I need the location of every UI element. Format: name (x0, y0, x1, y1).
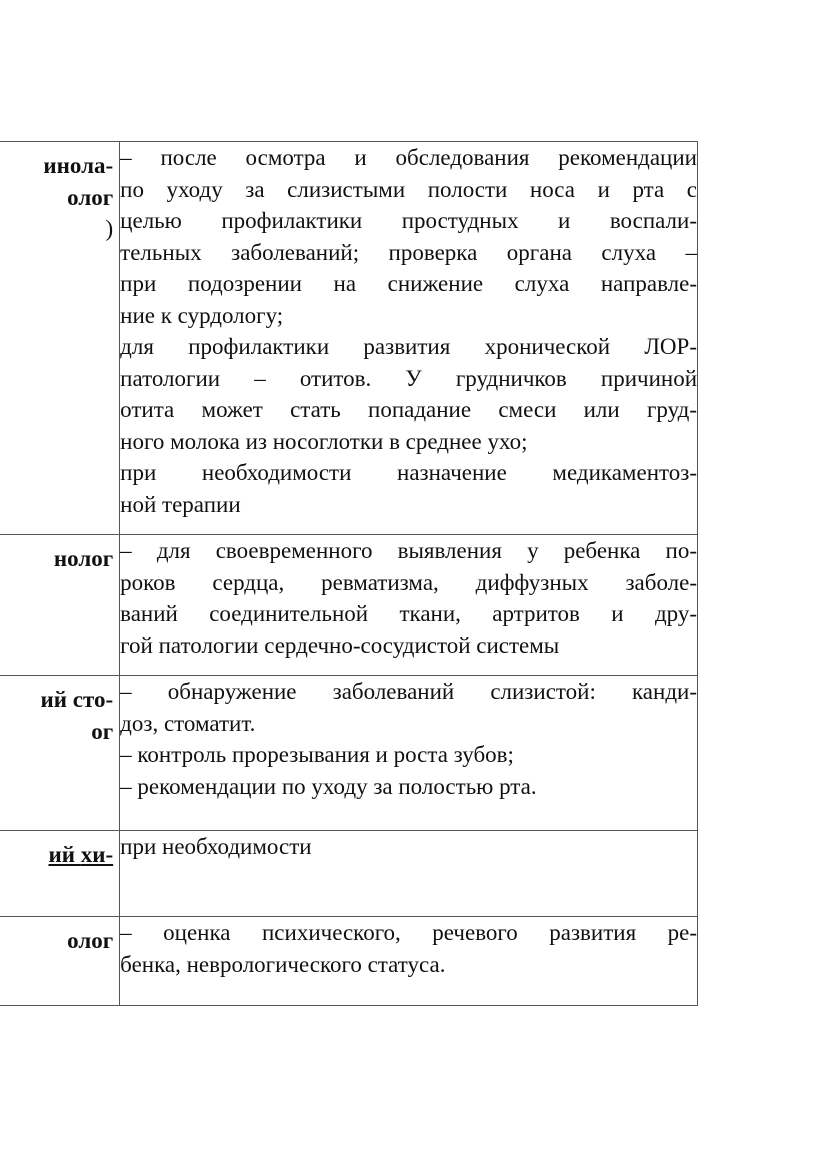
description-line: отита может стать попадание смеси или груд- (120, 397, 697, 422)
description-line: при необходимости (120, 834, 312, 859)
specialist-name-line: олог (67, 928, 114, 953)
description-cell (120, 831, 698, 917)
specialist-name-part: хи- (80, 842, 114, 867)
description-line: роков сердца, ревматизма, диффузных заболе- (120, 569, 697, 595)
specialist-name-line: инола- (43, 153, 114, 178)
description-cell (120, 535, 698, 676)
table-row (0, 676, 698, 831)
description-line: при подозрении на снижение слуха направле- (120, 271, 697, 296)
specialist-cell (0, 142, 120, 535)
description-line: при необходимости назначение медикаментоз- (120, 460, 697, 485)
specialist-name-line: ) (105, 216, 114, 241)
description-line: – оценка психического, речевого развития ре- (120, 920, 697, 945)
specialist-name-part: ий (40, 687, 68, 712)
description-cell (120, 676, 698, 831)
description-line: – после осмотра и обследования рекомендации (120, 145, 697, 170)
description-line: – контроль прорезывания и роста зубов; (120, 742, 514, 767)
description-cell (120, 917, 698, 1006)
specialist-name-line: нолог (53, 546, 114, 571)
description-line: – для своевременного выявления у ребенка по- (120, 538, 697, 563)
specialist-name-line (0, 839, 113, 871)
description-line: бенка, неврологического статуса. (120, 951, 446, 977)
specialist-name-part: сто- (72, 687, 114, 712)
description-line: гой патологии сердечно-сосудистой системы (120, 632, 560, 658)
specialist-cell (0, 831, 120, 917)
specialist-cell (0, 535, 120, 676)
table-row (0, 142, 698, 535)
specialist-name-line: ог (91, 718, 114, 744)
specialist-cell (0, 676, 120, 831)
description-line: ваний соединительной ткани, артритов и дру- (120, 601, 697, 626)
description-line: – обнаружение заболеваний слизистой: канди- (120, 679, 697, 704)
specialist-cell (0, 917, 120, 1006)
specialist-name-line (0, 684, 113, 716)
description-line: патологии – отитов. У грудничков причиной (120, 365, 697, 391)
specialist-name-part: ий (48, 842, 75, 867)
description-line: ного молока из носоглотки в среднее ухо; (120, 428, 528, 454)
description-line: ние к сурдологу; (120, 302, 284, 328)
description-line: по уходу за слизистыми полости носа и рта с (120, 176, 697, 202)
table-row (0, 917, 698, 1006)
description-line: целью профилактики простудных и воспали- (120, 208, 697, 233)
description-line: для профилактики развития хронической ЛОР- (120, 334, 697, 359)
description-line: доз, стоматит. (120, 710, 256, 736)
specialist-name-line: олог (67, 184, 114, 210)
description-line: – рекомендации по уходу за полостью рта. (120, 773, 537, 799)
description-cell (120, 142, 698, 535)
table-row (0, 831, 698, 917)
specialists-table (0, 141, 698, 1006)
description-line: тельных заболеваний; проверка органа слуха – (120, 239, 697, 265)
description-line: ной терапии (120, 491, 241, 517)
table-row (0, 535, 698, 676)
